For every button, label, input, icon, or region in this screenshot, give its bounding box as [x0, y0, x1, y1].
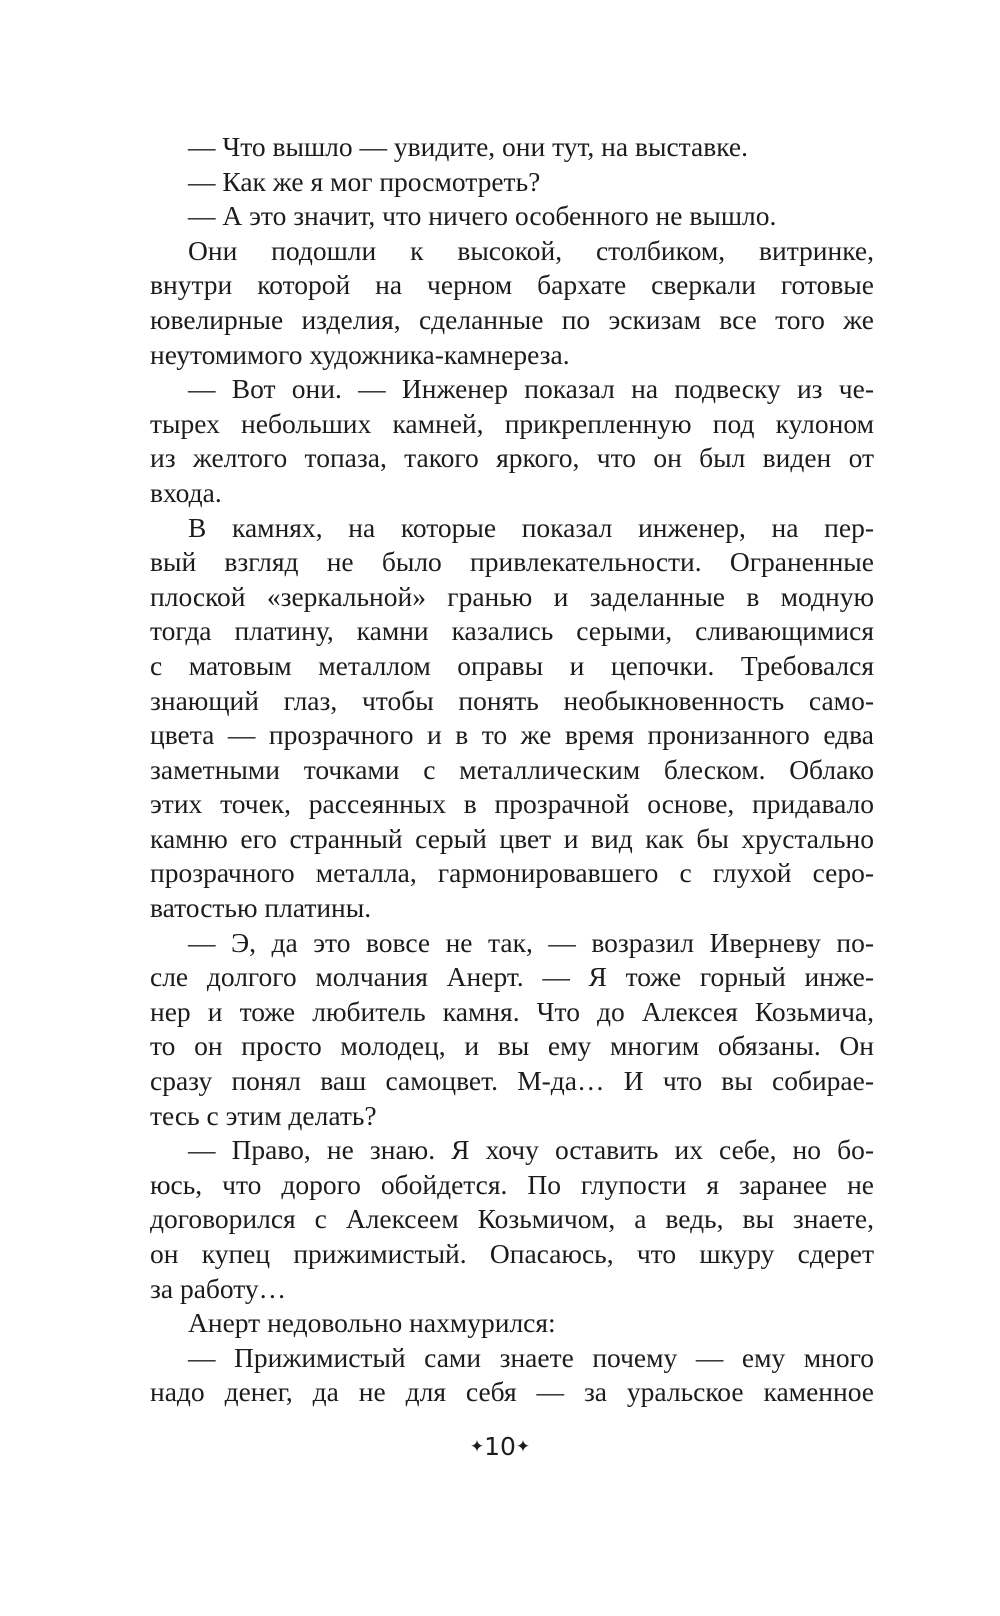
text-line: нер и тоже любитель камня. Что до Алексея Козьмича, [150, 995, 874, 1027]
text-line: — Что вышло — увидите, они тут, на выставке. [188, 131, 748, 162]
text-line: ватостью платины. [150, 892, 372, 924]
ornament-right-icon: ✦ [515, 1437, 531, 1457]
text-line: юсь, что дорого обойдется. По глупости я заранее не [150, 1168, 874, 1200]
text-line: ювелирные изделия, сделанные по эскизам все того же [150, 303, 874, 335]
text-line: сразу понял ваш самоцвет. М-да… И что вы собирае- [150, 1065, 874, 1097]
text-line: плоской «зеркальной» гранью и заделанные в модную [150, 580, 874, 612]
text-line: — Прижимистый сами знаете почему — ему много [188, 1341, 874, 1373]
text-line: надо денег, да не для себя — за уральское каменное [150, 1376, 874, 1408]
text-line: он купец прижимистый. Опасаюсь, что шкуру сдерет [150, 1238, 874, 1269]
text-line: цвета — прозрачного и в то же время пронизанного едва [150, 719, 874, 751]
text-line: договорился с Алексеем Козьмичом, а ведь, вы знаете, [150, 1203, 874, 1235]
text-line: В камнях, на которые показал инженер, на пер- [188, 511, 874, 543]
text-line: из желтого топаза, такого яркого, что он был виден от [150, 442, 874, 474]
text-line: внутри которой на черном бархате сверкали готовые [150, 269, 874, 301]
text-line: за работу… [150, 1272, 287, 1304]
text-line: то он просто молодец, и вы ему многим обязаны. Он [150, 1030, 874, 1062]
text-line: знающий глаз, чтобы понять необыкновенность само- [150, 684, 874, 716]
text-line: тогда платину, камни казались серыми, сливающимися [150, 615, 874, 647]
text-line: камню его странный серый цвет и вид как бы хрустально [150, 822, 874, 854]
text-line: тырех небольших камней, прикрепленную под кулоном [150, 407, 874, 439]
text-line: вый взгляд не было привлекательности. Ограненные [150, 546, 874, 578]
text-line: — Вот они. — Инженер показал на подвеску из че- [188, 373, 874, 405]
text-line: — Право, не знаю. Я хочу оставить их себе, но бо- [188, 1134, 874, 1166]
text-line: Анерт недовольно нахмурился: [188, 1307, 556, 1339]
page-number [0, 1432, 1000, 1462]
text-line: заметными точками с металлическим блеском. Облако [150, 753, 874, 785]
text-line: прозрачного металла, гармонировавшего с глухой серо- [150, 857, 874, 889]
body-text [150, 130, 874, 1410]
page-number-value: 10 [484, 1432, 516, 1461]
text-line: неутомимого художника-камнереза. [150, 338, 570, 370]
text-line: Они подошли к высокой, столбиком, витринке, [188, 234, 874, 266]
text-line: тесь с этим делать? [150, 1099, 377, 1131]
text-line: с матовым металлом оправы и цепочки. Требовался [150, 649, 874, 681]
ornament-left-icon: ✦ [469, 1437, 485, 1457]
text-line: входа. [150, 476, 222, 508]
text-line: сле долгого молчания Анерт. — Я тоже горный инже- [150, 961, 874, 993]
text-line: — А это значит, что ничего особенного не вышло. [188, 200, 777, 232]
text-line: — Э, да это вовсе не так, — возразил Иверневу по- [188, 926, 874, 958]
text-line: этих точек, рассеянных в прозрачной основе, придавало [150, 788, 874, 820]
text-line: — Как же я мог просмотреть? [188, 165, 541, 197]
